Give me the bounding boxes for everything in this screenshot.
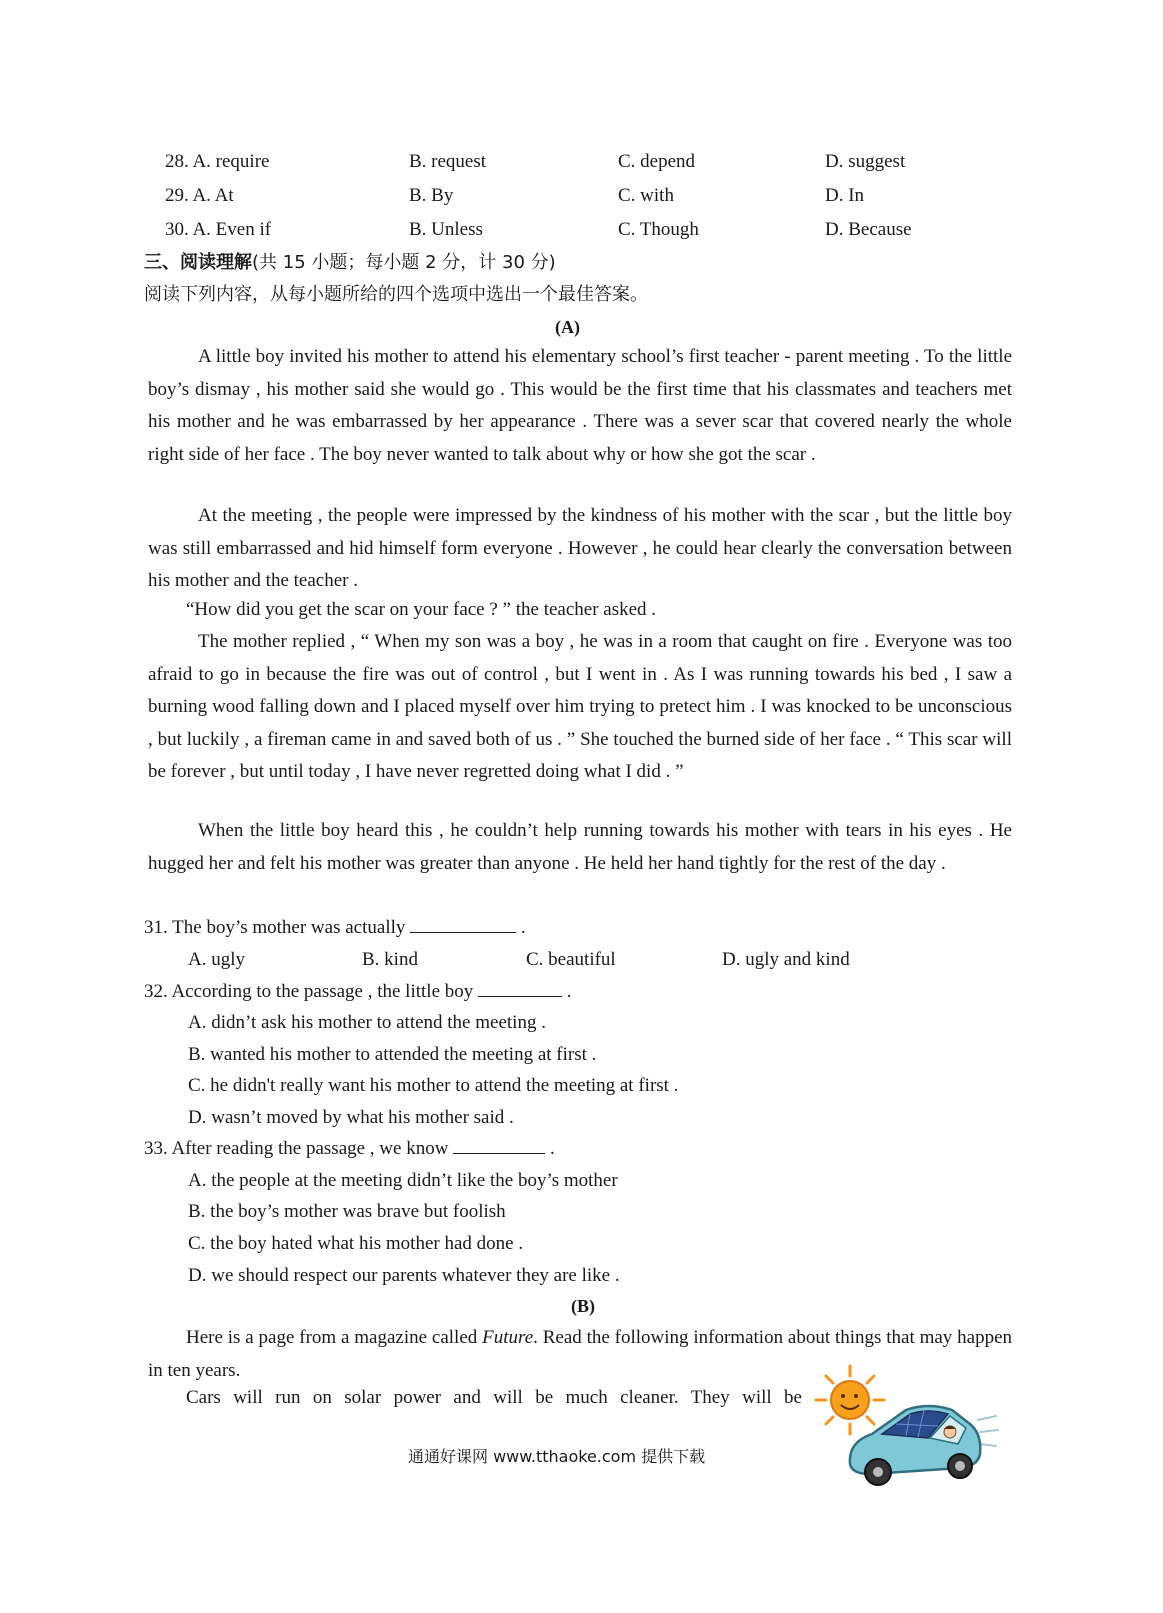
- passage-a-paragraph-3: [148, 594, 1012, 627]
- option-30-b: B. Unless: [409, 219, 483, 240]
- option-28-c: C. depend: [618, 151, 696, 172]
- option-28-d: D. suggest: [825, 151, 906, 172]
- q33-option-a: A. the people at the meeting didn’t like the boy’s mother: [188, 1170, 618, 1191]
- option-28-a: 28. A. require: [165, 151, 270, 172]
- q33-option-c: C. the boy hated what his mother had done .: [188, 1233, 524, 1254]
- question-31-stem: 31. The boy’s mother was actually: [144, 917, 406, 938]
- question-33-stem: 33. After reading the passage , we know: [144, 1138, 449, 1159]
- answer-blank: [410, 932, 516, 933]
- q33-option-d: D. we should respect our parents whatever they are like .: [188, 1265, 620, 1286]
- option-30-d: D. Because: [825, 219, 912, 240]
- q31-option-a: A. ugly: [188, 949, 245, 970]
- q31-option-c: C. beautiful: [526, 949, 616, 970]
- passage-a-label: (A): [555, 317, 580, 337]
- passage-a-paragraph-5: [148, 815, 1012, 880]
- option-30-a: 30. A. Even if: [165, 219, 272, 240]
- section-note: (共 15 小题；每小题 2 分，计 30 分): [252, 252, 556, 273]
- question-31: 31. The boy’s mother was actually .: [144, 917, 526, 938]
- passage-a-paragraph-4: [148, 626, 1012, 789]
- option-29-a: 29. A. At: [165, 185, 234, 206]
- passage-b-intro-text-2: . Read the following information about things that may happen in ten years.: [148, 1327, 1013, 1381]
- passage-a-paragraph-1: [148, 341, 1012, 471]
- section-heading: [144, 254, 556, 272]
- option-29-b: B. By: [409, 185, 454, 206]
- magazine-name: Future: [482, 1327, 534, 1348]
- q31-option-b: B. kind: [362, 949, 418, 970]
- answer-blank: [478, 996, 562, 997]
- option-28-b: B. request: [409, 151, 487, 172]
- option-29-c: C. with: [618, 185, 674, 206]
- passage-a-p1-text: A little boy invited his mother to attend his elementary school’s first teacher - parent meeting . To the little boy’s dismay , his mother said she would go . This would be the first time that his classmates and teachers met his mother and he was embarrassed by her appearance . There was a sever scar that covered nearly the whole right side of her face . The boy never wanted to talk about why or how she got the scar .: [148, 346, 1012, 465]
- question-32: 32. According to the passage , the little boy .: [144, 981, 572, 1002]
- option-30-c: C. Though: [618, 219, 699, 240]
- solar-car-icon: [810, 1362, 1000, 1494]
- answer-blank: [453, 1153, 545, 1154]
- passage-a-p4-text: The mother replied , “ When my son was a boy , he was in a room that caught on fire . Everyone was too afraid to go in because the fire was out of control , but I went in . As I was running towards his bed , I saw a burning wood falling down and I placed myself over him trying to pretect him . I was knocked to be unconscious , but luckily , a fireman came in and saved both of us . ” She touched the burned side of her face . “ This scar will be forever , but until today , I have never regretted doing what I did . ”: [148, 631, 1012, 782]
- q32-option-c: C. he didn't really want his mother to attend the meeting at first .: [188, 1075, 679, 1096]
- q32-option-b: B. wanted his mother to attended the meeting at first .: [188, 1044, 597, 1065]
- passage-b-intro-text: Here is a page from a magazine called: [186, 1327, 478, 1348]
- passage-a-p3-text: “How did you get the scar on your face ? ” the teacher asked .: [186, 599, 657, 620]
- passage-b-paragraph-1: Cars will run on solar power and will be much cleaner. They will be: [186, 1387, 802, 1408]
- passage-a-p2-text: At the meeting , the people were impressed by the kindness of his mother with the scar , but the little boy was still embarrassed and hid himself form everyone . However , he could hear clearly the conversation between his mother and the teacher .: [148, 505, 1012, 591]
- question-32-stem: 32. According to the passage , the little boy: [144, 981, 474, 1002]
- sun-icon: [831, 1381, 869, 1419]
- passage-b-label: (B): [571, 1296, 595, 1316]
- passage-a-paragraph-2: [148, 500, 1012, 598]
- q31-option-d: D. ugly and kind: [722, 949, 850, 970]
- section-title: 三、阅读理解: [144, 252, 252, 273]
- section-instruction: 阅读下列内容，从每小题所给的四个选项中选出一个最佳答案。: [144, 284, 648, 305]
- page-footer: 通通好课网 www.tthaoke.com 提供下载: [408, 1447, 706, 1466]
- q33-option-b: B. the boy’s mother was brave but foolish: [188, 1201, 506, 1222]
- passage-a-p5-text: When the little boy heard this , he couldn’t help running towards his mother with tears in his eyes . He hugged her and felt his mother was greater than anyone . He held her hand tightly for the rest of the day .: [148, 820, 1012, 874]
- q32-option-d: D. wasn’t moved by what his mother said .: [188, 1107, 514, 1128]
- option-29-d: D. In: [825, 185, 865, 206]
- question-33: 33. After reading the passage , we know .: [144, 1138, 555, 1159]
- q32-option-a: A. didn’t ask his mother to attend the meeting .: [188, 1012, 546, 1033]
